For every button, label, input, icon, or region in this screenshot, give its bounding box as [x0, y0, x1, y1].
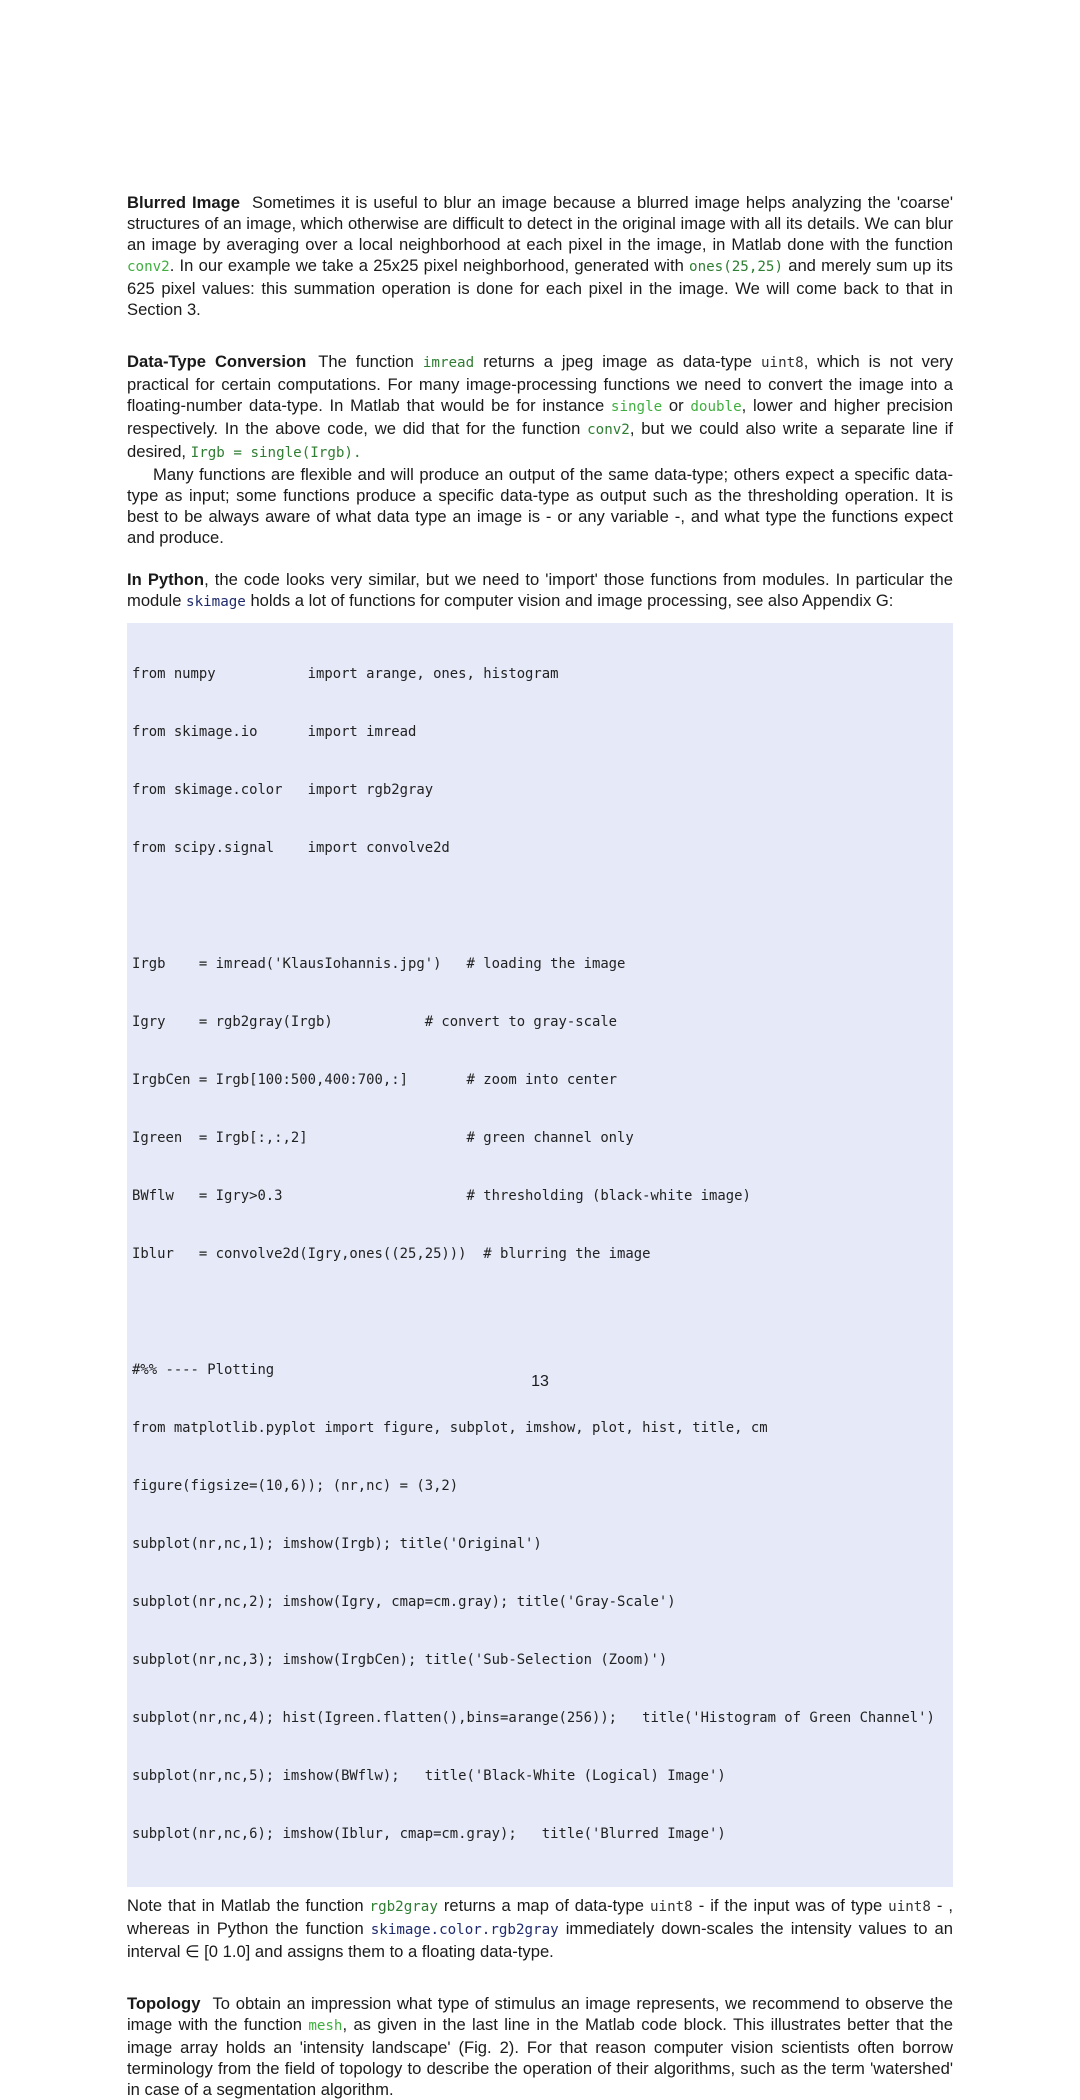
data-type-paragraph: Data-Type Conversion The function imread returns a jpeg image as data-type uint8, which is not very practical for certain computations. For many image-processing functions we need to convert the image into a floating-number data-type. In Matlab that would be for instance single or double, lower and higher precision respectively. In the above code, we did that for the function conv2, but we could also write a separate line if desired, Irgb = single(Irgb).	[127, 352, 954, 461]
code-line: from matplotlib.pyplot import figure, subplot, imshow, plot, hist, title, cm	[132, 1420, 768, 1437]
code-line	[132, 1303, 949, 1322]
python-heading: In Python	[127, 570, 205, 589]
python-code-block	[127, 623, 953, 1887]
inline-code-double: double	[690, 399, 742, 415]
code-line: subplot(nr,nc,4); hist(Igreen.flatten(),bins=arange(256)); title('Histogram of Green Channel')	[132, 1710, 935, 1727]
code-line: from skimage.io import imread	[132, 723, 417, 740]
inline-code-conv2-2: conv2	[587, 422, 630, 438]
inline-code-skimage: skimage	[186, 594, 246, 610]
data-type-paragraph-2: Many functions are flexible and will produce an output of the same data-type; others expect a specific data-type as input; some functions produce a specific data-type as output such as the thresholding operation. It is best to be always aware of what data type an image is - or any variable -, and what type the functions expect and produce.	[127, 465, 953, 547]
code-line: #%% ---- Plotting	[132, 1362, 275, 1379]
code-line: from scipy.signal import convolve2d	[132, 839, 450, 856]
code-line: subplot(nr,nc,6); imshow(Iblur, cmap=cm.gray); title('Blurred Image')	[132, 1826, 726, 1843]
code-line: figure(figsize=(10,6)); (nr,nc) = (3,2)	[132, 1478, 459, 1495]
code-line: subplot(nr,nc,5); imshow(BWflw); title('Black-White (Logical) Image')	[132, 1768, 726, 1785]
inline-code-conv2: conv2	[127, 259, 170, 275]
code-line	[132, 897, 949, 916]
code-line: subplot(nr,nc,2); imshow(Igry, cmap=cm.gray); title('Gray-Scale')	[132, 1594, 676, 1611]
inline-code-single-irgb: single(Irgb).	[250, 445, 362, 461]
code-line: from skimage.color import rgb2gray	[132, 781, 434, 798]
code-line: subplot(nr,nc,1); imshow(Irgb); title('Original')	[132, 1536, 542, 1553]
inline-code-ones: ones(25,25)	[689, 259, 783, 275]
page-number: 13	[531, 1373, 549, 1390]
section-heading-topology: Topology	[127, 1994, 201, 2014]
inline-code-single: single	[610, 399, 663, 415]
note-paragraph: Note that in Matlab the function rgb2gray returns a map of data-type uint8 - if the input was of type uint8 - , whereas in Python the function skimage.color.rgb2gray immediately down-scales the intensity values to an interval ∈ [0 1.0] and assigns them to a floating data-type.	[127, 1896, 953, 1962]
code-line: from numpy import arange, ones, histogram	[132, 665, 559, 682]
code-line: Igreen = Irgb[:,:,2] # green channel only	[132, 1129, 634, 1146]
inline-code-imread: imread	[422, 355, 475, 371]
code-line: Iblur = convolve2d(Igry,ones((25,25))) # blurring the image	[132, 1246, 651, 1262]
code-line: IrgbCen = Irgb[100:500,400:700,:] # zoom into center	[132, 1071, 618, 1088]
code-line: Irgb = imread('KlausIohannis.jpg') # loading the image	[132, 955, 626, 972]
inline-code-uint8: uint8	[761, 355, 804, 371]
blurred-image-paragraph: Blurred Image Sometimes it is useful to blur an image because a blurred image helps analyzing the 'coarse' structures of an image, which otherwise are difficult to detect in the original image with all its details. We can blur an image by averaging over a local neighborhood at each pixel in the image, in Matlab done with the function conv2. In our example we take a 25x25 pixel neighborhood, generated with ones(25,25) and merely sum up its 625 pixel values: this summation operation is done for each pixel in the image. We will come back to that in Section 3.	[127, 193, 953, 319]
inline-code-uint8-2: uint8	[649, 1899, 693, 1916]
inline-code-skimage-rgb2gray: skimage.color.rgb2gray	[370, 1922, 559, 1939]
section-heading-data-type: Data-Type Conversion	[127, 352, 307, 371]
page-content	[127, 192, 953, 2100]
topology-paragraph: Topology To obtain an impression what type of stimulus an image represents, we recommend to observe the image with the function mesh, as given in the last line in the Matlab code block. This illustrates better that the image array holds an 'intensity landscape' (Fig. 2). For that reason computer vision scientists often borrow terminology from the field of topology to describe the operation of their algorithms, such as the term 'watershed' in case of a segmentation algorithm.	[127, 1994, 953, 2100]
code-line: subplot(nr,nc,3); imshow(IrgbCen); title('Sub-Selection (Zoom)')	[132, 1652, 668, 1669]
code-line: Igry = rgb2gray(Irgb) # convert to gray-scale	[132, 1013, 618, 1030]
inline-code-irgb: Irgb =	[190, 445, 251, 461]
inline-code-uint8-3: uint8	[888, 1899, 931, 1916]
inline-code-rgb2gray: rgb2gray	[369, 1899, 438, 1916]
section-heading-blurred-image: Blurred Image	[127, 193, 240, 212]
python-paragraph: In Python, the code looks very similar, but we need to 'import' those functions from modules. In particular the module skimage holds a lot of functions for computer vision and image processing, see also Appendix G:	[127, 570, 953, 610]
code-line: BWflw = Igry>0.3 # thresholding (black-white image)	[132, 1187, 751, 1204]
inline-code-mesh: mesh	[308, 2018, 343, 2035]
